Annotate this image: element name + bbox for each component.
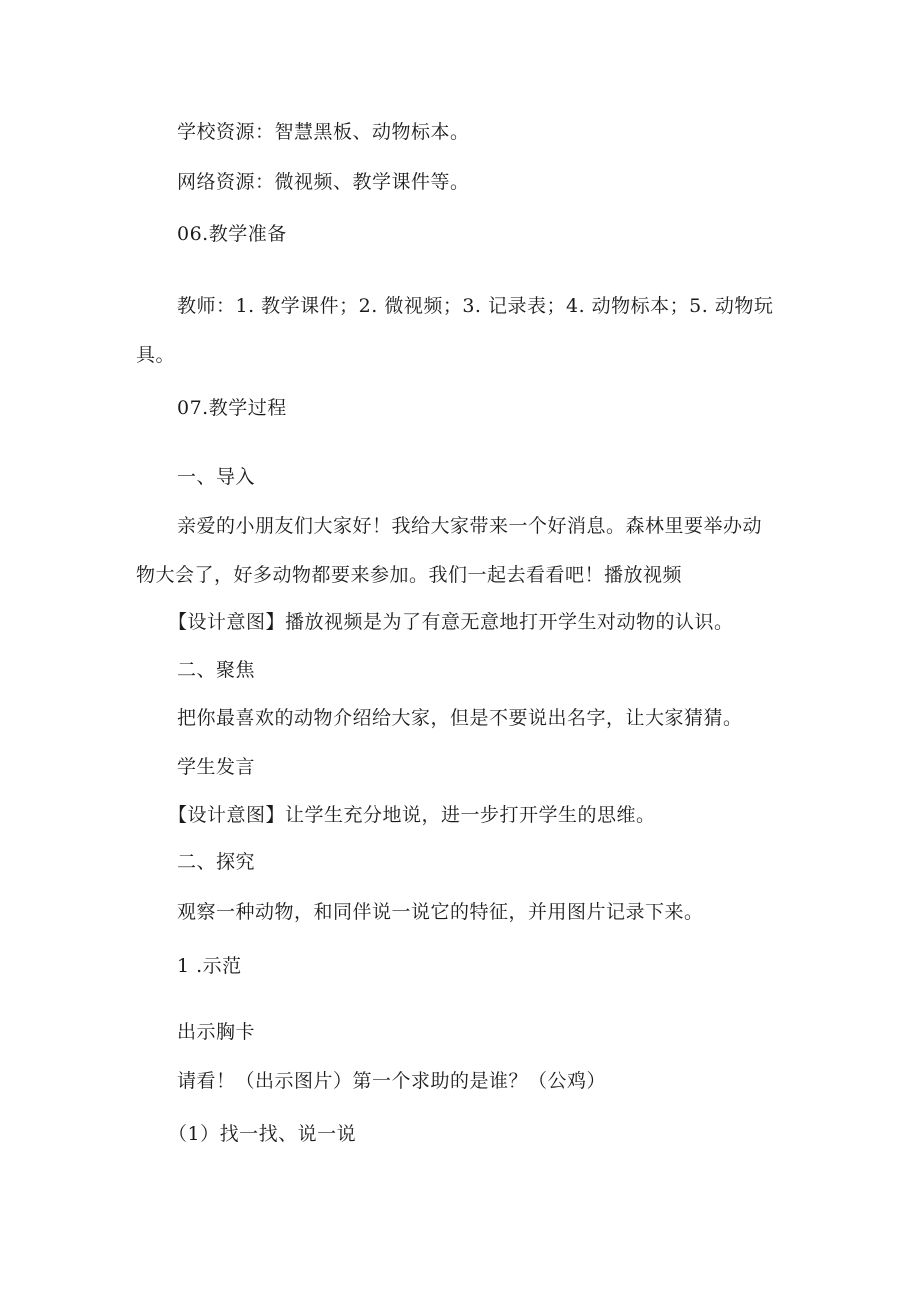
paragraph-line: 把你最喜欢的动物介绍给大家，但是不要说出名字，让大家猜猜。	[177, 707, 743, 729]
numbered-subitem: （1）找一找、说一说	[168, 1123, 357, 1145]
paragraph-line: 亲爱的小朋友们大家好！我给大家带来一个好消息。森林里要举办动	[177, 515, 763, 537]
section-heading-process: 07.教学过程	[177, 397, 287, 419]
design-intent-line: 【设计意图】让学生充分地说，进一步打开学生的思维。	[168, 804, 656, 826]
design-intent-line: 【设计意图】播放视频是为了有意无意地打开学生对动物的认识。	[168, 611, 734, 633]
school-resources-line: 学校资源：智慧黑板、动物标本。	[177, 121, 470, 143]
paragraph-line: 学生发言	[177, 756, 256, 778]
paragraph-line: 物大会了，好多动物都要来参加。我们一起去看看吧！播放视频	[136, 564, 683, 586]
subheading-introduction: 一、导入	[177, 466, 256, 488]
numbered-heading: 1 .示范	[177, 955, 242, 977]
subheading-explore: 二、探究	[177, 851, 256, 873]
paragraph-line: 请看！（出示图片）第一个求助的是谁？（公鸡）	[177, 1070, 607, 1092]
network-resources-line: 网络资源：微视频、教学课件等。	[177, 171, 470, 193]
teacher-materials-line: 教师：1. 教学课件；2. 微视频；3. 记录表；4. 动物标本；5. 动物玩	[177, 295, 774, 317]
paragraph-line: 观察一种动物，和同伴说一说它的特征，并用图片记录下来。	[177, 901, 704, 923]
teacher-materials-continuation: 具。	[136, 344, 176, 366]
subheading-focus: 二、聚焦	[177, 659, 256, 681]
paragraph-line: 出示胸卡	[177, 1021, 256, 1043]
section-heading-preparation: 06.教学准备	[177, 223, 287, 245]
